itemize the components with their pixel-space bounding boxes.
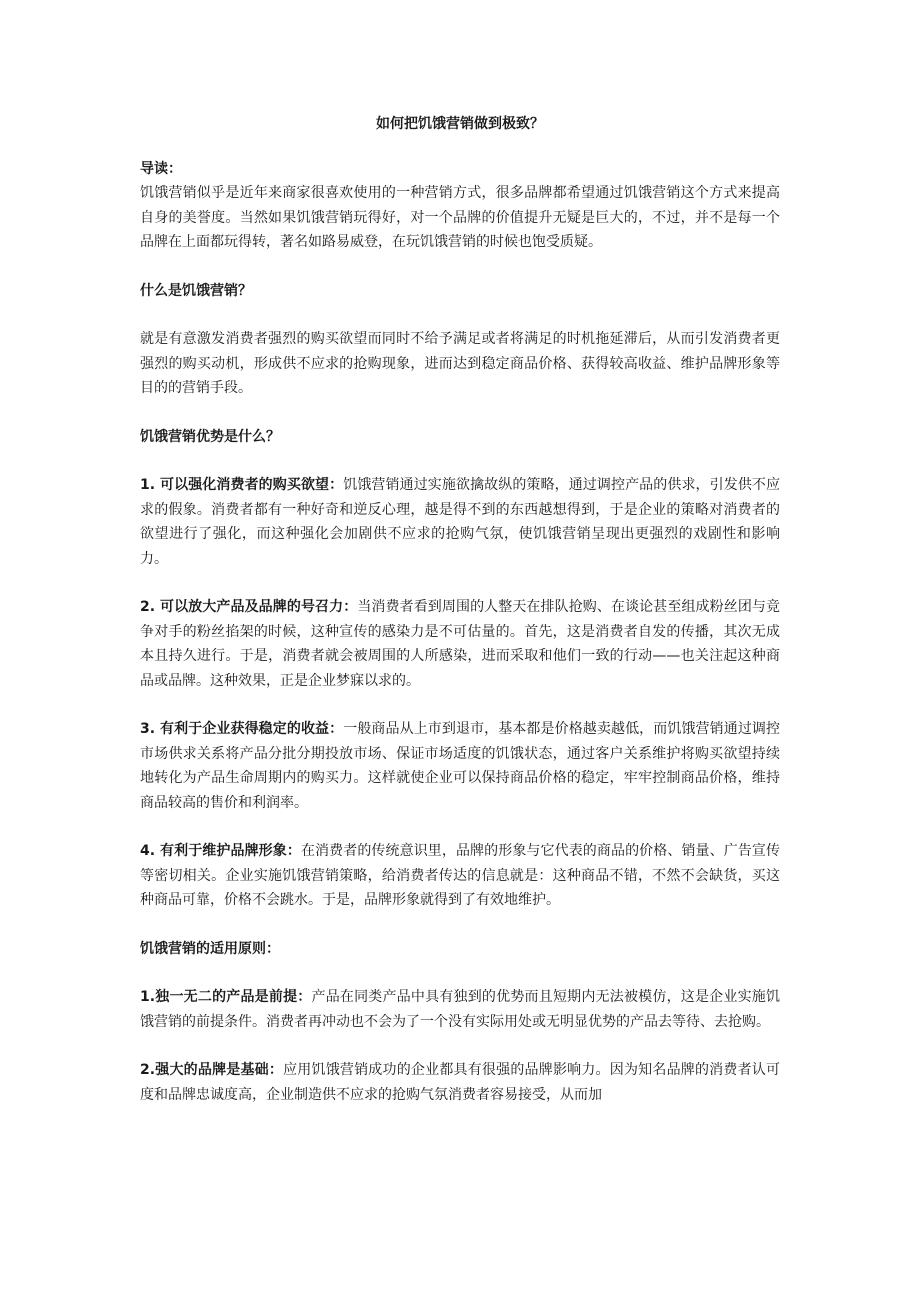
- advantage-text: 在消费者的传统意识里，品牌的形象与它代表的商品的价格、销量、广告宣传等密切相关。企业实施饥饿营销策略，给消费者传达的信息就是：这种商品不错，不然不会缺货，买这种商品可靠，价格不会跳水。于是，品牌形象就得到了有效地维护。: [140, 843, 780, 908]
- advantage-item: [140, 717, 780, 815]
- advantage-lead: 3. 有利于企业获得稳定的收益：: [140, 721, 344, 737]
- advantage-lead: 1. 可以强化消费者的购买欲望：: [140, 477, 344, 493]
- principle-item: [140, 1058, 780, 1107]
- advantage-text: 一般商品从上市到退市，基本都是价格越卖越低，而饥饿营销通过调控市场供求关系将产品分批分期投放市场、保证市场适度的饥饿状态，通过客户关系维护将购买欲望持续地转化为产品生命周期内的购买力。这样就使企业可以保持商品价格的稳定，牢牢控制商品价格，维持商品较高的售价和利润率。: [140, 721, 781, 811]
- advantage-item: [140, 839, 780, 913]
- document-title: 如何把饥饿营销做到极致？: [376, 116, 544, 132]
- section-heading-principles: 饥饿营销的适用原则：: [140, 940, 280, 957]
- definition-paragraph: 就是有意激发消费者强烈的购买欲望而同时不给予满足或者将满足的时机拖延滞后，从而引发消费者更强烈的购买动机，形成供不应求的抢购现象，进而达到稳定商品价格、获得较高收益、维护品牌形象等目的的营销手段。: [140, 331, 780, 396]
- advantage-item: [140, 595, 780, 693]
- section-heading-advantages: 饥饿营销优势是什么？: [140, 428, 280, 445]
- intro-heading: 导读：: [140, 160, 182, 177]
- advantage-text: 当消费者看到周围的人整天在排队抢购、在谈论甚至组成粉丝团与竞争对手的粉丝掐架的时候，这种宣传的感染力是不可估量的。首先，这是消费者自发的传播，其次无成本且持久进行。于是，消费者就会被周围的人所感染，进而采取和他们一致的行动——也关注起这种商品或品牌。这种效果，正是企业梦寐以求的。: [140, 599, 781, 689]
- advantage-item: [140, 473, 780, 571]
- advantage-text: 饥饿营销通过实施欲擒故纵的策略，通过调控产品的供求，引发供不应求的假象。消费者都有一种好奇和逆反心理，越是得不到的东西越想得到，于是企业的策略对消费者的欲望进行了强化，而这种强化会加剧供不应求的抢购气氛，使饥饿营销呈现出更强烈的戏剧性和影响力。: [140, 477, 781, 567]
- intro-paragraph: 饥饿营销似乎是近年来商家很喜欢使用的一种营销方式，很多品牌都希望通过饥饿营销这个方式来提高自身的美誉度。当然如果饥饿营销玩得好，对一个品牌的价值提升无疑是巨大的，不过，并不是每一个品牌在上面都玩得转，著名如路易威登，在玩饥饿营销的时候也饱受质疑。: [140, 185, 780, 250]
- section-heading-what-is: 什么是饥饿营销？: [140, 282, 252, 299]
- principle-item: [140, 985, 780, 1034]
- principle-text: 应用饥饿营销成功的企业都具有很强的品牌影响力。因为知名品牌的消费者认可度和品牌忠诚度高，企业制造供不应求的抢购气氛消费者容易接受，从而加: [140, 1062, 780, 1103]
- document-page: [140, 112, 780, 1107]
- principle-lead: 2.强大的品牌是基础：: [140, 1062, 284, 1078]
- advantage-lead: 2. 可以放大产品及品牌的号召力：: [140, 599, 358, 615]
- principle-lead: 1.独一无二的产品是前提：: [140, 989, 312, 1005]
- advantage-lead: 4. 有利于维护品牌形象：: [140, 843, 301, 859]
- principle-text: 产品在同类产品中具有独到的优势而且短期内无法被模仿，这是企业实施饥饿营销的前提条件。消费者再冲动也不会为了一个没有实际用处或无明显优势的产品去等待、去抢购。: [140, 989, 780, 1030]
